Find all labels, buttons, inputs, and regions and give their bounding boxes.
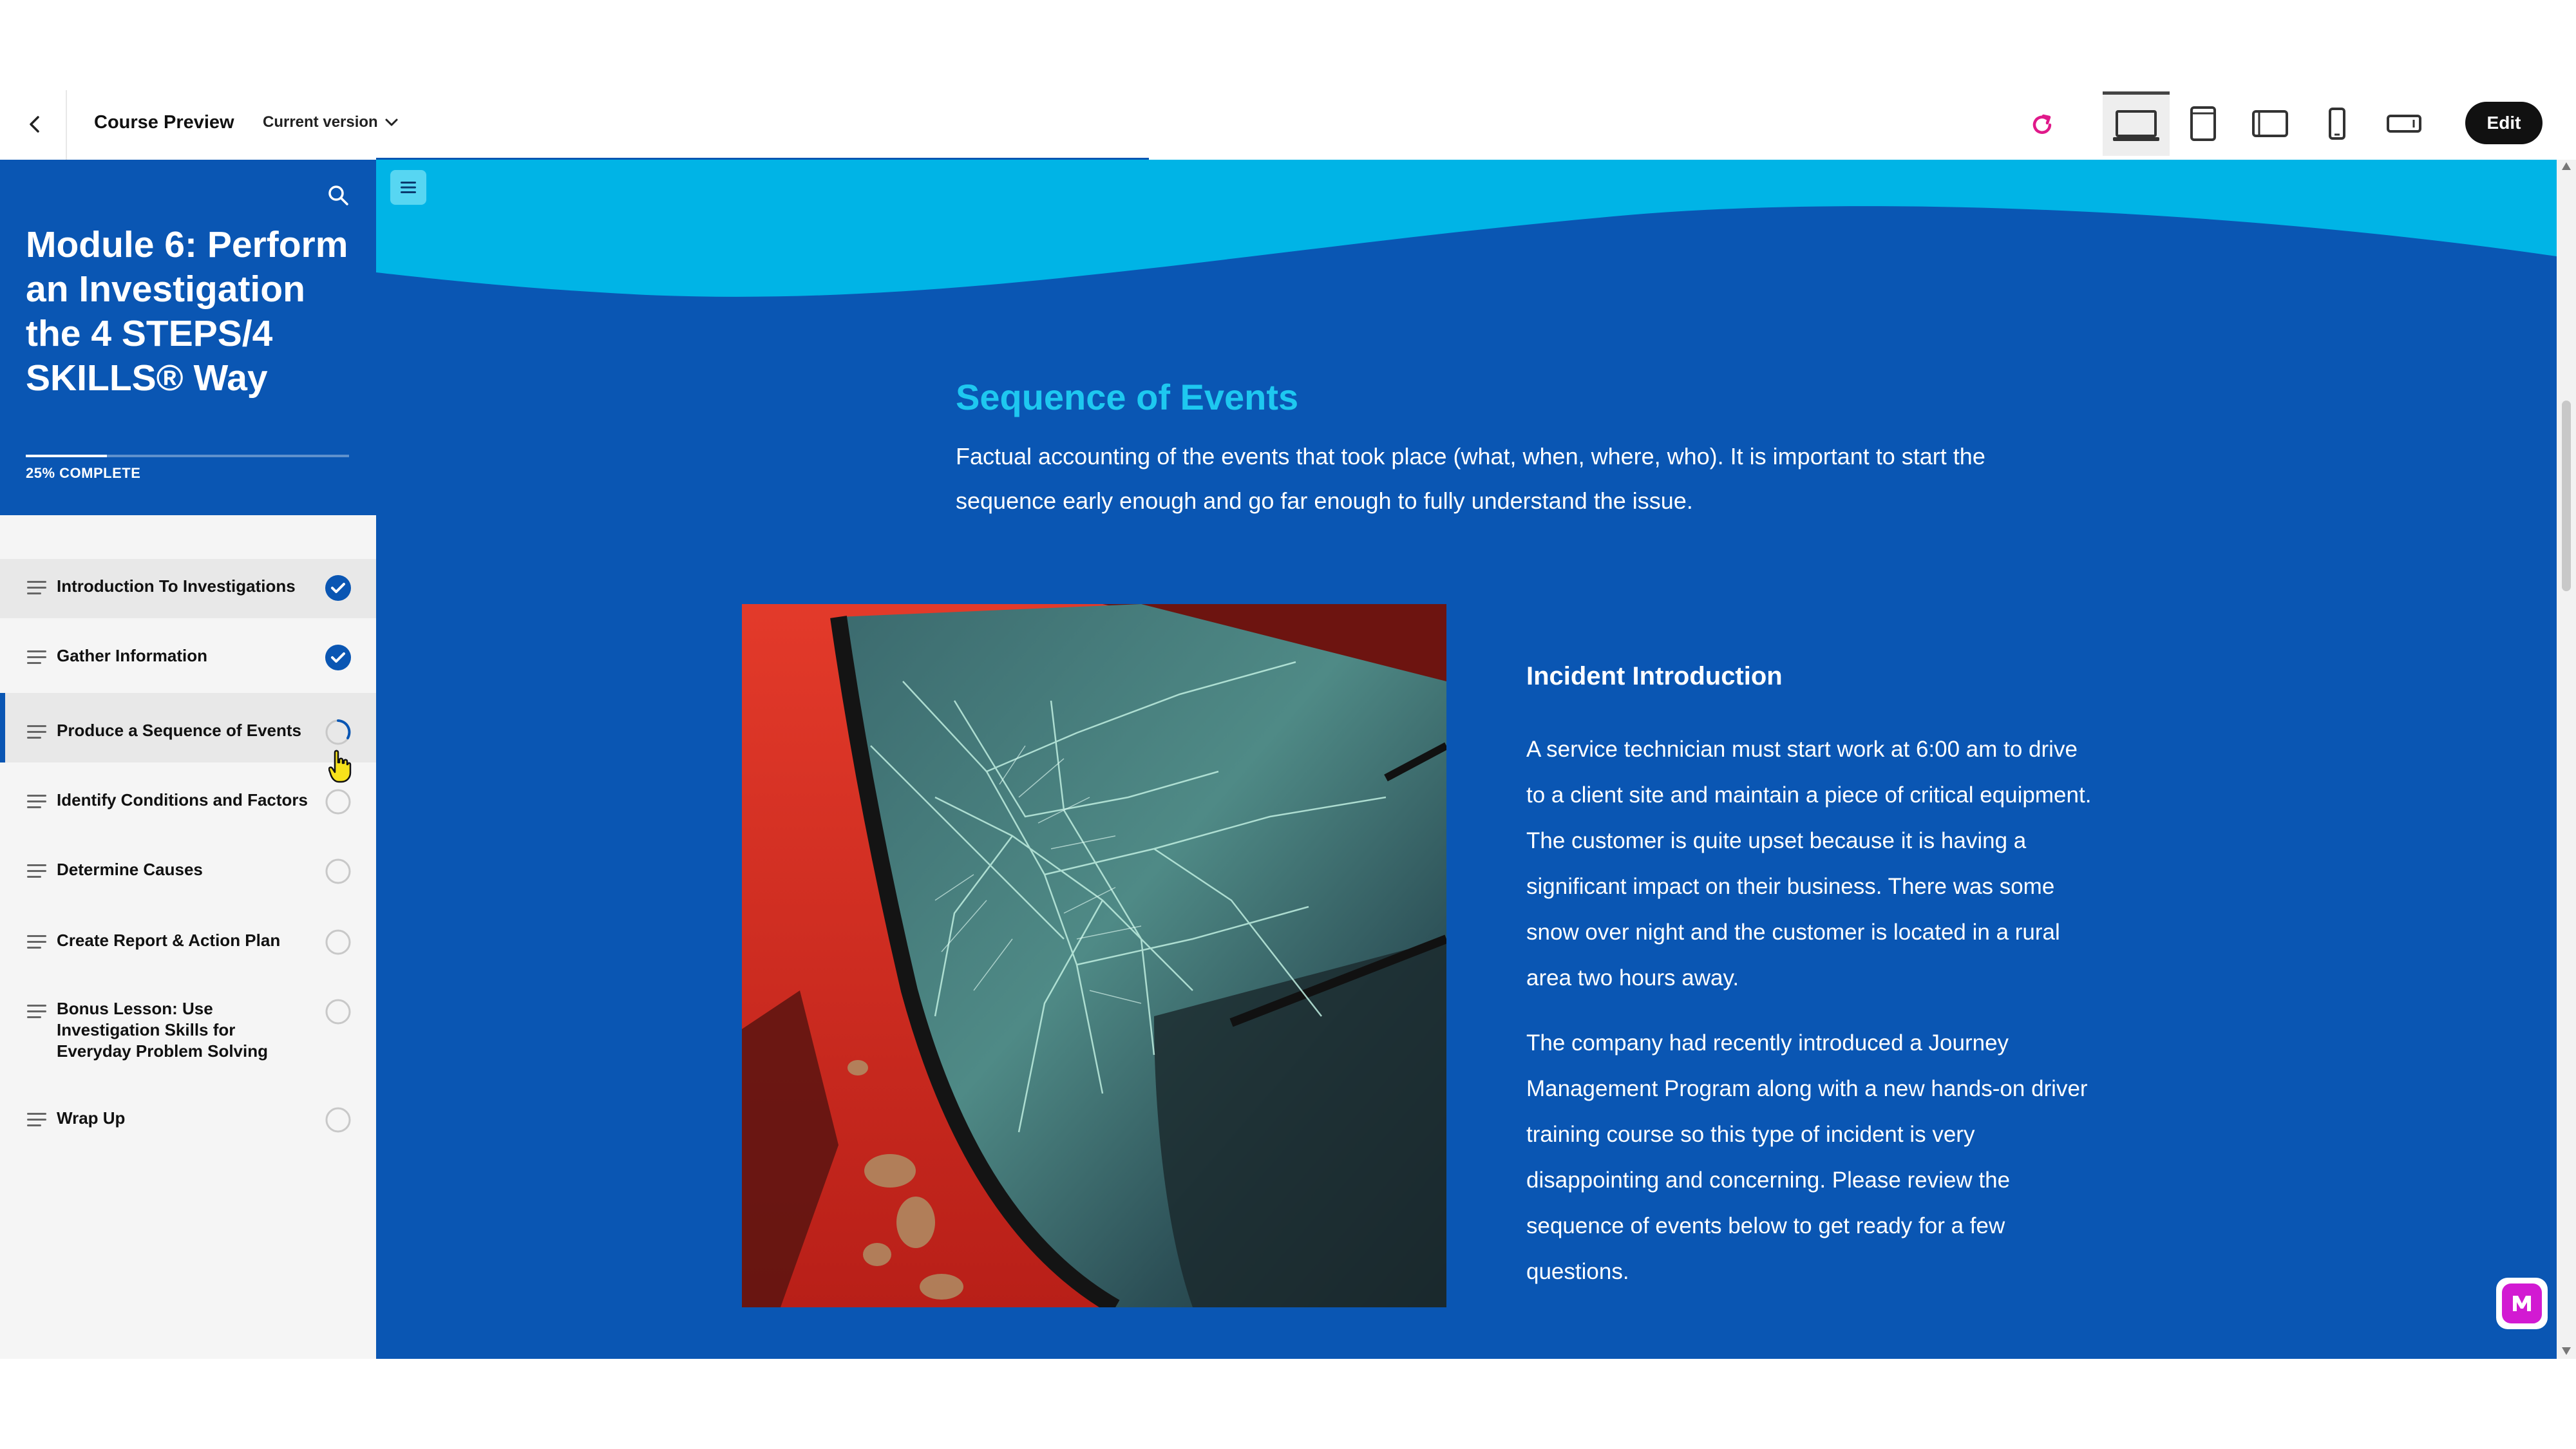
scroll-thumb[interactable]	[2562, 401, 2571, 591]
mobile-icon	[2327, 107, 2347, 140]
sidebar-item-gather-information[interactable]	[0, 618, 376, 688]
lesson-label: Identify Conditions and Factors	[57, 790, 308, 810]
chat-widget-button[interactable]	[2496, 1278, 2548, 1329]
lesson-sidebar	[0, 160, 376, 1359]
divider	[66, 90, 67, 160]
section-heading: Sequence of Events	[956, 377, 1299, 417]
lesson-label: Introduction To Investigations	[57, 576, 296, 596]
mobile-landscape-view-button[interactable]	[2371, 91, 2438, 156]
chevron-left-icon	[26, 115, 45, 134]
lesson-label: Determine Causes	[57, 860, 203, 879]
pointer-cursor-icon	[328, 750, 352, 783]
incident-paragraph-1: A service technician must start work at 6:00 am to drive to a client site and maintain a piece of critical equipment. The customer is quite upset because it is having a significant impact on their business. There was some snow over night and the customer is located in a rural area two hours away.	[1526, 737, 2092, 990]
empty-circle-icon	[325, 788, 352, 815]
progress-label: 25% COMPLETE	[26, 465, 141, 481]
drag-handle-icon	[27, 864, 46, 882]
in-progress-icon	[325, 719, 352, 746]
m-logo-icon	[2509, 1291, 2535, 1316]
section-intro: Factual accounting of the events that took place (what, when, where, who). It is important to start the sequence early enough and go far enough to fully understand the issue.	[956, 443, 1985, 514]
refresh-icon	[2029, 112, 2055, 138]
sidebar-item-introduction-to-investigations[interactable]	[0, 559, 376, 618]
chevron-down-icon	[384, 118, 399, 127]
search-button[interactable]	[322, 179, 354, 211]
menu-toggle-button[interactable]	[390, 170, 426, 205]
back-button[interactable]	[19, 108, 52, 140]
module-title: Module 6: Perform an Investigation the 4 STEPS/4 SKILLS® Way	[26, 224, 348, 399]
course-preview-title: Course Preview	[94, 112, 234, 133]
tablet-icon	[2189, 106, 2217, 142]
refresh-button[interactable]	[2025, 108, 2059, 142]
sidebar-item-produce-a-sequence-of-events[interactable]	[0, 693, 376, 762]
lesson-content	[376, 160, 2557, 1359]
top-bar	[0, 90, 2576, 161]
sidebar-item-wrap-up[interactable]	[0, 1082, 376, 1151]
version-label: Current version	[263, 113, 378, 131]
lesson-label: Create Report & Action Plan	[57, 931, 281, 950]
tablet-view-button[interactable]	[2170, 91, 2237, 156]
incident-heading: Incident Introduction	[1526, 662, 1783, 690]
version-dropdown[interactable]	[263, 113, 399, 131]
drag-handle-icon	[27, 795, 46, 812]
chat-widget-icon	[2502, 1283, 2542, 1323]
sidebar-item-determine-causes[interactable]	[0, 832, 376, 902]
empty-circle-icon	[325, 1106, 352, 1133]
sidebar-item-create-report-action-plan[interactable]	[0, 902, 376, 971]
lesson-label: Wrap Up	[57, 1108, 126, 1128]
sidebar-header	[0, 160, 376, 515]
course-progress-fill	[26, 455, 107, 457]
empty-circle-icon	[325, 929, 352, 956]
desktop-view-button[interactable]	[2103, 91, 2170, 156]
edit-button[interactable]: Edit	[2465, 102, 2543, 144]
lesson-label: Bonus Lesson: Use Investigation Skills for Everyday Problem Solving	[57, 999, 269, 1061]
search-icon	[327, 184, 350, 207]
mobile-view-button[interactable]	[2304, 91, 2371, 156]
decorative-wave	[376, 160, 2557, 314]
tablet-landscape-icon	[2251, 109, 2289, 138]
lesson-label: Produce a Sequence of Events	[57, 721, 302, 740]
drag-handle-icon	[27, 1113, 46, 1130]
scroll-down-arrow-icon[interactable]	[2562, 1347, 2571, 1355]
cracked-windshield-image	[742, 604, 1446, 1307]
mobile-landscape-icon	[2386, 113, 2422, 134]
check-circle-icon	[325, 574, 352, 601]
drag-handle-icon	[27, 935, 46, 952]
lesson-label: Gather Information	[57, 646, 208, 665]
incident-paragraph-2: The company had recently introduced a Journey Management Program along with a new hands-on driver training course so this type of incident is very disappointing and concerning. Please review the sequence of events below to get ready for a few questions.	[1526, 1030, 2088, 1284]
drag-handle-icon	[27, 1005, 46, 1022]
scroll-up-arrow-icon[interactable]	[2562, 162, 2571, 170]
drag-handle-icon	[27, 581, 46, 598]
sidebar-item-bonus-lesson[interactable]	[0, 971, 376, 1082]
tablet-landscape-view-button[interactable]	[2237, 91, 2304, 156]
content-scrollbar[interactable]	[2557, 160, 2576, 1359]
drag-handle-icon	[27, 725, 46, 743]
check-circle-icon	[325, 644, 352, 671]
empty-circle-icon	[325, 998, 352, 1025]
empty-circle-icon	[325, 858, 352, 885]
sidebar-item-identify-conditions-and-factors[interactable]	[0, 762, 376, 832]
drag-handle-icon	[27, 650, 46, 668]
course-progress-bar	[26, 455, 349, 457]
desktop-icon	[2112, 109, 2161, 142]
menu-icon	[399, 180, 417, 194]
